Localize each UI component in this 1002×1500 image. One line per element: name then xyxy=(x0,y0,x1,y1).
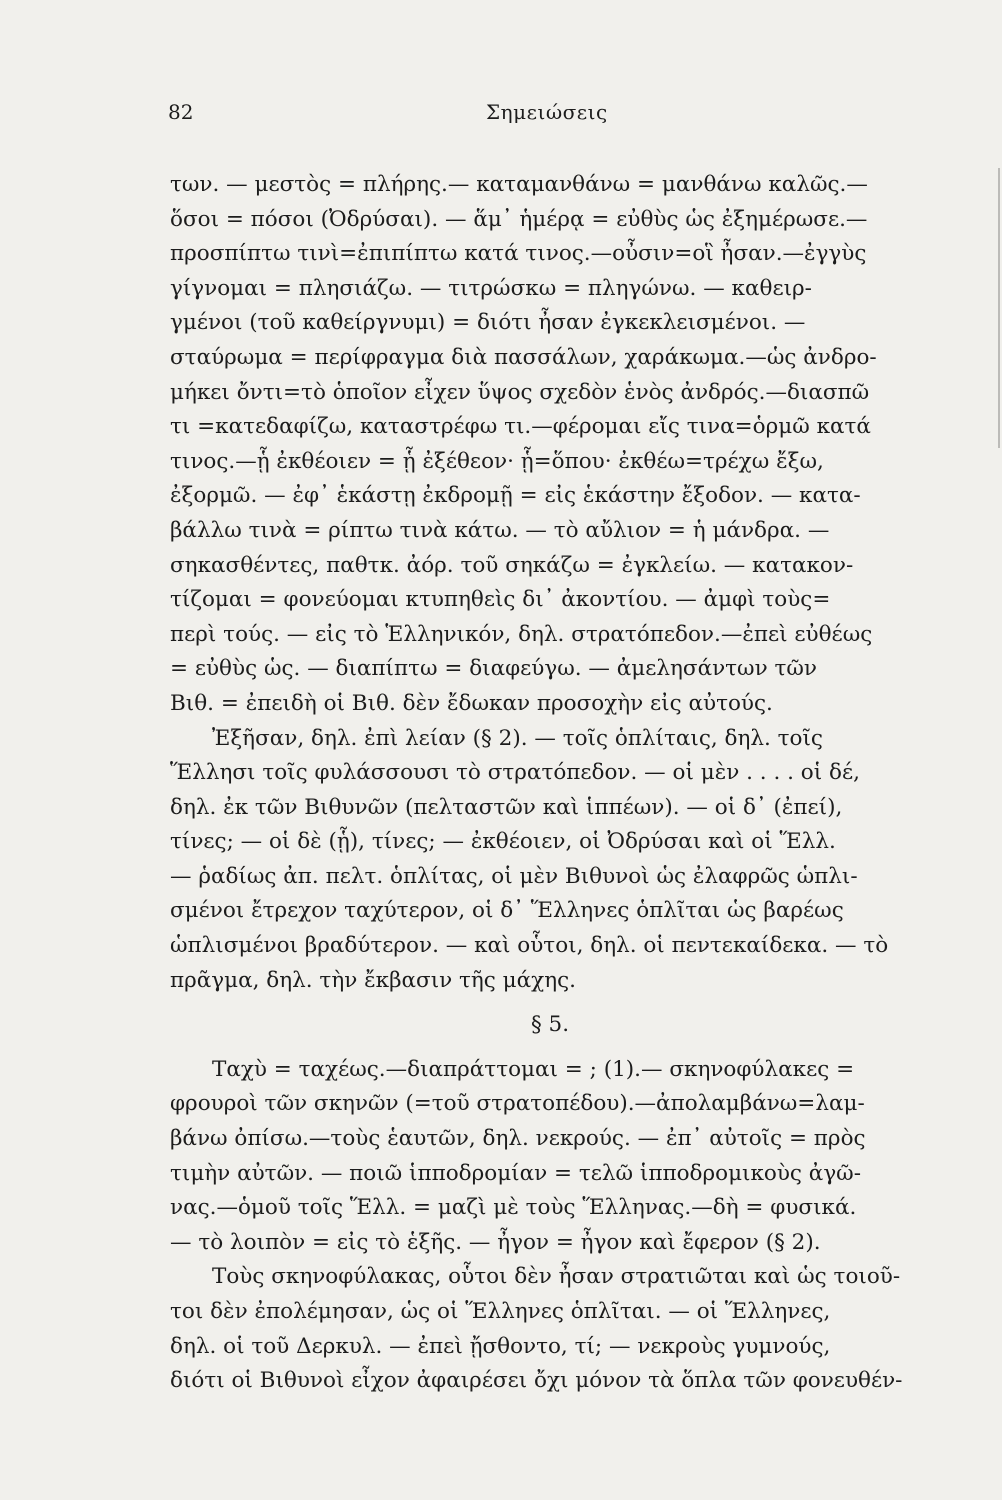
text-line: σηκασθέντες, παθτκ. ἀόρ. τοῦ σηκάζω = ἐγκλείω. — κατακον- xyxy=(170,552,854,578)
text-line: — τὸ λοιπὸν = εἰς τὸ ἑξῆς. — ἦγον = ἦγον καὶ ἔφερον (§ 2). xyxy=(170,1229,821,1255)
text-line: διότι οἱ Βιθυνοὶ εἶχον ἀφαιρέσει ὄχι μόνον τὰ ὅπλα τῶν φονευθέν- xyxy=(170,1368,903,1394)
text-line: τιμὴν αὐτῶν. — ποιῶ ἱπποδρομίαν = τελῶ ἱπποδρομικοὺς ἀγῶ- xyxy=(170,1160,861,1186)
text-line: βάλλω τινὰ = ρίπτω τινὰ κάτω. — τὸ αὔλιον = ἡ μάνδρα. — xyxy=(170,517,830,543)
text-line: περὶ τούς. — εἰς τὸ Ἑλληνικόν, δηλ. στρατόπεδον.—ἐπεὶ εὐθέως xyxy=(170,621,873,647)
section-gap xyxy=(170,1043,950,1053)
text-line: προσπίπτω τινὶ=ἐπιπίπτω κατά τινος.—οὖσιν=οἳ ἦσαν.—ἐγγὺς xyxy=(170,241,867,267)
text-line: τίνες; — οἱ δὲ (ᾗ), τίνες; — ἐκθέοιεν, οἱ Ὀδρύσαι καὶ οἱ Ἕλλ. xyxy=(170,829,836,855)
text-line: Τοὺς σκηνοφύλακας, οὗτοι δὲν ἦσαν στρατιῶται καὶ ὡς τοιοῦ- xyxy=(212,1264,901,1290)
section-gap xyxy=(170,998,950,1008)
text-line: γμένοι (τοῦ καθείργνυμι) = διότι ἦσαν ἐγκεκλεισμένοι. — xyxy=(170,310,806,336)
text-line: Ἐξῆσαν, δηλ. ἐπὶ λείαν (§ 2). — τοῖς ὁπλίταις, δηλ. τοῖς xyxy=(212,725,823,751)
text-line: τι =κατεδαφίζω, καταστρέφω τι.—φέρομαι εἴς τινα=ὁρμῶ κατά xyxy=(170,414,871,440)
text-line: ὅσοι = πόσοι (Ὀδρύσαι). — ἅμ᾽ ἡμέρᾳ = εὐθὺς ὡς ἐξημέρωσε.— xyxy=(170,206,868,232)
text-line: μήκει ὄντι=τὸ ὁποῖον εἶχεν ὕψος σχεδὸν ἑνὸς ἀνδρός.—διασπῶ xyxy=(170,379,870,405)
page-header xyxy=(168,100,928,134)
bleed-through-edge xyxy=(988,168,1000,448)
text-line: ὡπλισμένοι βραδύτερον. — καὶ οὗτοι, δηλ. οἱ πεντεκαίδεκα. — τὸ xyxy=(170,933,889,959)
text-line: ἐξορμῶ. — ἐφ᾽ ἑκάστῃ ἐκδρομῇ = εἰς ἑκάστην ἔξοδον. — κατα- xyxy=(170,483,861,509)
text-line: τινος.—ᾗ ἐκθέοιεν = ᾗ ἐξέθεον· ᾗ=ὅπου· ἐκθέω=τρέχω ἔξω, xyxy=(170,448,824,474)
text-line: φρουροὶ τῶν σκηνῶν (=τοῦ στρατοπέδου).—ἀπολαμβάνω=λαμ- xyxy=(170,1091,865,1117)
text-line: τοι δὲν ἐπολέμησαν, ὡς οἱ Ἕλληνες ὁπλῖται. — οἱ Ἕλληνες, xyxy=(170,1299,831,1324)
text-line: πρᾶγμα, δηλ. τὴν ἔκβασιν τῆς μάχης. xyxy=(170,967,576,993)
text-line: σταύρωμα = περίφραγμα διὰ πασσάλων, χαράκωμα.—ὡς ἀνδρο- xyxy=(170,344,877,370)
text-line: των. — μεστὸς = πλήρης.— καταμανθάνω = μανθάνω καλῶς.— xyxy=(170,172,868,197)
text-line: δηλ. ἐκ τῶν Βιθυνῶν (πελταστῶν καὶ ἱππέων). — οἱ δ᾽ (ἐπεί), xyxy=(170,794,843,820)
text-line: Ἕλλησι τοῖς φυλάσσουσι τὸ στρατόπεδον. — οἱ μὲν . . . . οἱ δέ, xyxy=(170,760,860,786)
text-line: — ῥαδίως ἀπ. πελτ. ὁπλίτας, οἱ μὲν Βιθυνοὶ ὡς ἐλαφρῶς ὡπλι- xyxy=(170,863,858,889)
text-line: = εὐθὺς ὡς. — διαπίπτω = διαφεύγω. — ἀμελησάντων τῶν xyxy=(170,656,817,682)
section-heading: § 5. xyxy=(530,1012,570,1038)
text-line: Βιθ. = ἐπειδὴ οἱ Βιθ. δὲν ἔδωκαν προσοχὴν εἰς αὐτούς. xyxy=(170,690,773,716)
text-line: βάνω ὀπίσω.—τοὺς ἑαυτῶν, δηλ. νεκρούς. — ἐπ᾽ αὐτοῖς = πρὸς xyxy=(170,1126,866,1152)
commentary-text xyxy=(170,168,950,1399)
text-line: τίζομαι = φονεύομαι κτυπηθεὶς δι᾽ ἀκοντίου. — ἀμφὶ τοὺς= xyxy=(170,587,831,613)
text-line: Ταχὺ = ταχέως.—διαπράττομαι = ; (1).— σκηνοφύλακες = xyxy=(212,1056,855,1082)
text-line: δηλ. οἱ τοῦ Δερκυλ. — ἐπεὶ ᾔσθοντο, τί; — νεκροὺς γυμνούς, xyxy=(170,1333,831,1359)
running-title: Σημειώσεις xyxy=(486,100,608,124)
text-line: γίγνομαι = πλησιάζω. — τιτρώσκω = πληγώνω. — καθειρ- xyxy=(170,275,812,301)
text-line: σμένοι ἔτρεχον ταχύτερον, οἱ δ᾽ Ἕλληνες ὁπλῖται ὡς βαρέως xyxy=(170,898,844,924)
page-number: 82 xyxy=(168,100,194,124)
text-line: νας.—ὁμοῦ τοῖς Ἕλλ. = μαζὶ μὲ τοὺς Ἕλληνας.—δὴ = φυσικά. xyxy=(170,1195,857,1221)
